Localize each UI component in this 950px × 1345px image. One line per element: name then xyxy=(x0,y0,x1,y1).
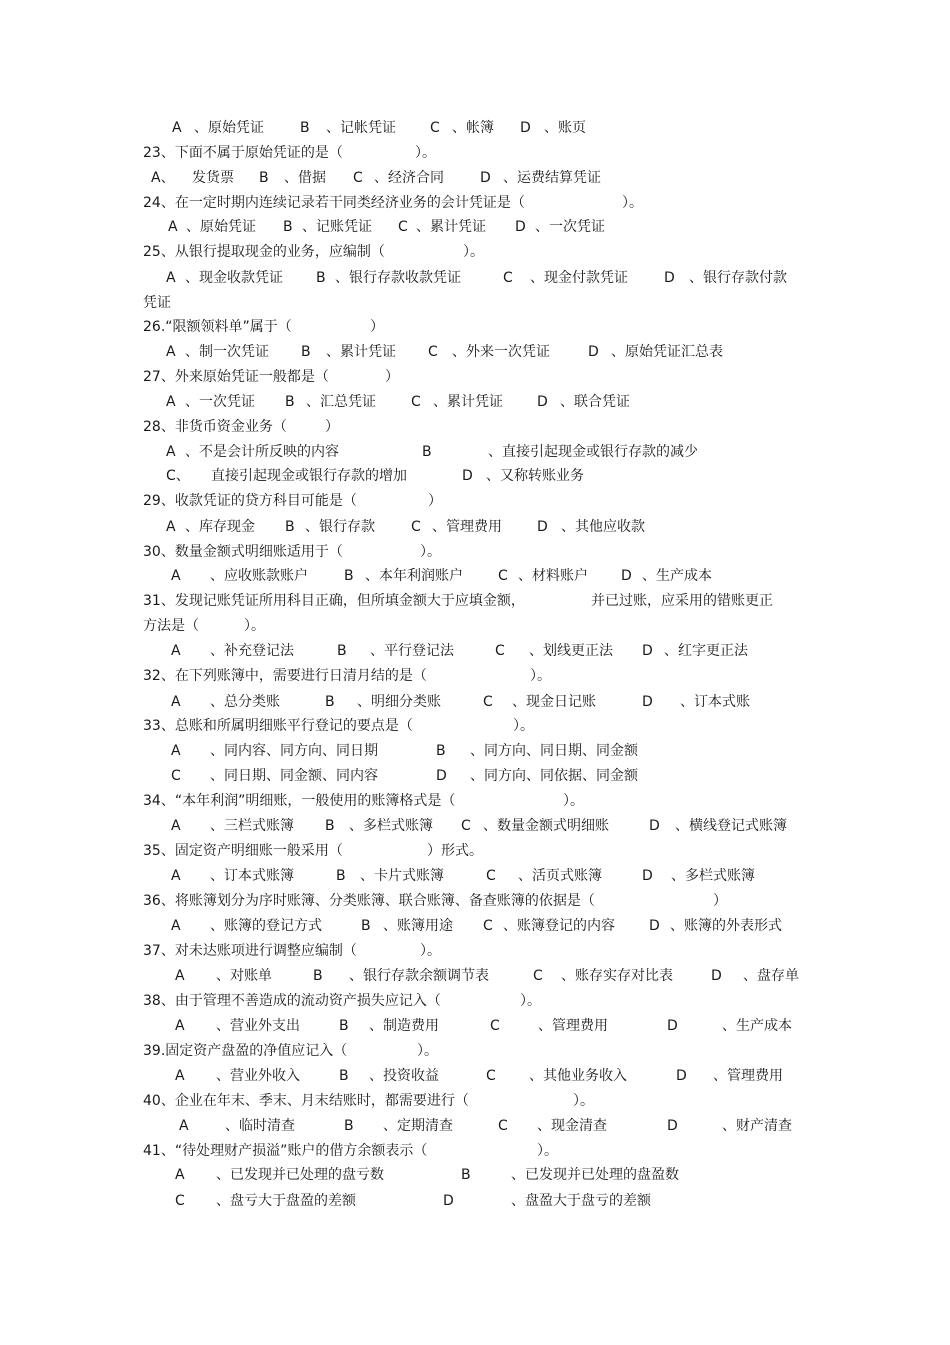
text-segment: B xyxy=(344,568,354,584)
text-segment: ）。 xyxy=(417,1043,438,1059)
text-segment: 、原始凭证 xyxy=(186,219,256,235)
text-segment: A xyxy=(166,344,176,360)
text-segment: 、应收账款账户 xyxy=(210,568,308,584)
text-segment: 、三栏式账簿 xyxy=(210,818,294,834)
text-segment: ）。 xyxy=(530,668,551,684)
text-segment: B xyxy=(285,519,295,535)
text-segment: A xyxy=(171,643,181,659)
text-segment: D xyxy=(515,219,526,235)
text-segment: B xyxy=(339,1018,349,1034)
text-segment: ）。 xyxy=(513,718,534,734)
text-segment: 、定期清查 xyxy=(383,1118,453,1134)
text-segment: 、财产清查 xyxy=(722,1118,792,1134)
text-segment: A xyxy=(166,394,176,410)
text-segment: B xyxy=(325,694,335,710)
text-segment: A、 xyxy=(151,170,175,186)
text-segment: 方法是（ xyxy=(143,618,199,634)
text-segment: D xyxy=(537,519,548,535)
text-segment: 、借据 xyxy=(284,170,326,186)
text-segment: 、订本式账 xyxy=(680,694,750,710)
text-segment: 、原始凭证 xyxy=(194,120,264,136)
text-segment: 、又称转账业务 xyxy=(486,468,584,484)
text-segment: B xyxy=(344,1118,354,1134)
text-segment: C xyxy=(486,1068,496,1084)
text-segment: 30、数量金额式明细账适用于（ xyxy=(143,544,343,560)
text-segment: C xyxy=(411,519,421,535)
text-segment: 、经济合同 xyxy=(374,170,444,186)
text-segment: D xyxy=(642,694,653,710)
text-segment: 、汇总凭证 xyxy=(306,394,376,410)
text-segment: ） xyxy=(713,893,727,909)
text-segment: D xyxy=(537,394,548,410)
text-segment: 、其他应收款 xyxy=(561,519,645,535)
text-segment: D xyxy=(649,818,660,834)
text-segment: 、累计凭证 xyxy=(433,394,503,410)
text-segment: B xyxy=(301,344,311,360)
text-segment: 、盘盈大于盘亏的差额 xyxy=(511,1193,651,1209)
text-segment: 、订本式账簿 xyxy=(210,868,294,884)
text-segment: 34、“本年利润”明细账，一般使用的账簿格式是（ xyxy=(143,793,456,809)
text-segment: 并已过账，应采用的错账更正 xyxy=(591,593,773,609)
text-segment: B xyxy=(325,818,335,834)
text-segment: 、联合凭证 xyxy=(560,394,630,410)
text-segment: ）。 xyxy=(415,145,436,161)
text-segment: 、现金清查 xyxy=(537,1118,607,1134)
text-segment: 40、企业在年末、季末、月末结账时，都需要进行（ xyxy=(143,1093,469,1109)
text-segment: 、盘亏大于盘盈的差额 xyxy=(216,1193,356,1209)
text-segment: 、运费结算凭证 xyxy=(503,170,601,186)
text-segment: 、划线更正法 xyxy=(529,643,613,659)
text-segment: D xyxy=(667,1118,678,1134)
text-segment: D xyxy=(621,568,632,584)
text-segment: 、同日期、同金额、同内容 xyxy=(210,768,378,784)
text-segment: B xyxy=(316,270,326,286)
text-segment: 、现金付款凭证 xyxy=(530,270,628,286)
text-segment: D xyxy=(642,643,653,659)
text-segment: 、同方向、同日期、同金额 xyxy=(470,743,638,759)
text-segment: 、直接引起现金或银行存款的减少 xyxy=(488,444,698,460)
text-segment: 、一次凭证 xyxy=(535,219,605,235)
text-segment: B xyxy=(339,1068,349,1084)
text-segment: B xyxy=(336,868,346,884)
text-segment: B xyxy=(300,120,310,136)
text-segment: ）。 xyxy=(622,195,643,211)
text-segment: ） xyxy=(325,419,339,435)
text-segment: 、一次凭证 xyxy=(185,394,255,410)
text-segment: 、账簿登记的内容 xyxy=(503,918,615,934)
text-segment: 、明细分类账 xyxy=(357,694,441,710)
text-segment: C xyxy=(171,768,181,784)
text-segment: A xyxy=(171,743,181,759)
text-segment: 、账簿的登记方式 xyxy=(210,918,322,934)
text-segment: C xyxy=(398,219,408,235)
text-segment: 、平行登记法 xyxy=(370,643,454,659)
text-segment: 、横线登记式账簿 xyxy=(675,818,787,834)
text-segment: 、原始凭证汇总表 xyxy=(611,344,723,360)
text-segment: B xyxy=(259,170,269,186)
text-segment: 32、在下列账簿中，需要进行日清月结的是（ xyxy=(143,668,427,684)
text-segment: C xyxy=(411,394,421,410)
text-segment: D xyxy=(649,918,660,934)
text-segment: 、多栏式账簿 xyxy=(349,818,433,834)
text-segment: 、同内容、同方向、同日期 xyxy=(210,743,378,759)
text-segment: C xyxy=(498,1118,508,1134)
text-segment: C xyxy=(175,1193,185,1209)
text-segment: 、已发现并已处理的盘亏数 xyxy=(216,1167,384,1183)
text-segment: 、数量金额式明细账 xyxy=(483,818,609,834)
text-segment: 27、外来原始凭证一般都是（ xyxy=(143,369,329,385)
text-segment: 、营业外收入 xyxy=(216,1068,300,1084)
text-segment: A xyxy=(166,519,176,535)
text-segment: 、同方向、同依据、同金额 xyxy=(470,768,638,784)
text-segment: 、活页式账簿 xyxy=(518,868,602,884)
text-segment: D xyxy=(642,868,653,884)
text-segment: C xyxy=(483,694,493,710)
text-segment: B xyxy=(422,444,432,460)
text-segment: 、盘存单 xyxy=(743,968,799,984)
text-segment: B xyxy=(361,918,371,934)
text-segment: 、投资收益 xyxy=(369,1068,439,1084)
text-segment: A xyxy=(175,968,185,984)
text-segment: D xyxy=(711,968,722,984)
text-segment: 、对账单 xyxy=(216,968,272,984)
text-segment: C xyxy=(486,868,496,884)
text-segment: 、银行存款付款 xyxy=(689,270,787,286)
text-segment: C xyxy=(533,968,543,984)
text-segment: 、现金日记账 xyxy=(512,694,596,710)
text-segment: B xyxy=(436,743,446,759)
text-segment: ）。 xyxy=(573,1093,594,1109)
text-segment: 、材料账户 xyxy=(518,568,588,584)
text-segment: D xyxy=(462,468,473,484)
text-segment: 、账页 xyxy=(544,120,586,136)
text-segment: 、补充登记法 xyxy=(210,643,294,659)
text-segment: 、银行存款余额调节表 xyxy=(349,968,489,984)
text-segment: A xyxy=(172,120,182,136)
text-segment: ） xyxy=(428,493,442,509)
text-segment: A xyxy=(168,219,178,235)
text-segment: 、生产成本 xyxy=(722,1018,792,1034)
text-segment: 、管理费用 xyxy=(432,519,502,535)
text-segment: A xyxy=(175,1068,185,1084)
text-segment: A xyxy=(171,568,181,584)
text-segment: 31、发现记账凭证所用科目正确，但所填金额大于应填金额， xyxy=(143,593,525,609)
text-segment: ）。 xyxy=(563,793,584,809)
text-segment: 29、收款凭证的贷方科目可能是（ xyxy=(143,493,357,509)
text-segment: ）。 xyxy=(537,1143,558,1159)
text-segment: C xyxy=(461,818,471,834)
text-segment: 、临时清查 xyxy=(225,1118,295,1134)
text-segment: A xyxy=(171,868,181,884)
text-segment: A xyxy=(179,1118,189,1134)
text-segment: 、记帐凭证 xyxy=(326,120,396,136)
text-segment: ）。 xyxy=(244,618,265,634)
text-segment: 、管理费用 xyxy=(538,1018,608,1034)
text-segment: A xyxy=(166,270,176,286)
text-segment: B xyxy=(461,1167,471,1183)
text-segment: 39.固定资产盘盈的净值应记入（ xyxy=(143,1043,348,1059)
text-segment: 、制造费用 xyxy=(369,1018,439,1034)
text-segment: ）形式。 xyxy=(427,843,483,859)
text-segment: D xyxy=(664,270,675,286)
text-segment: 25、从银行提取现金的业务，应编制（ xyxy=(143,244,385,260)
text-segment: 、制一次凭证 xyxy=(185,344,269,360)
text-segment: 、营业外支出 xyxy=(216,1018,300,1034)
text-segment: D xyxy=(520,120,531,136)
text-segment: C、 xyxy=(166,468,190,484)
text-segment: ） xyxy=(370,319,384,335)
text-segment: D xyxy=(443,1193,454,1209)
text-segment: 、本年利润账户 xyxy=(365,568,463,584)
text-segment: 、生产成本 xyxy=(642,568,712,584)
text-segment: D xyxy=(480,170,491,186)
text-segment: 直接引起现金或银行存款的增加 xyxy=(211,468,407,484)
text-segment: 发货票 xyxy=(192,170,234,186)
text-segment: D xyxy=(436,768,447,784)
text-segment: C xyxy=(428,344,438,360)
text-segment: 37、对未达账项进行调整应编制（ xyxy=(143,943,357,959)
text-segment: 、总分类账 xyxy=(210,694,280,710)
text-segment: 、卡片式账簿 xyxy=(360,868,444,884)
text-segment: 、累计凭证 xyxy=(326,344,396,360)
text-segment: C xyxy=(490,1018,500,1034)
text-segment: 24、在一定时期内连续记录若干同类经济业务的会计凭证是（ xyxy=(143,195,525,211)
text-segment: 41、“待处理财产损溢”账户的借方余额表示（ xyxy=(143,1143,428,1159)
text-segment: A xyxy=(171,918,181,934)
text-segment: 38、由于管理不善造成的流动资产损失应记入（ xyxy=(143,993,441,1009)
text-segment: 、银行存款 xyxy=(305,519,375,535)
text-segment: 、账存实存对比表 xyxy=(561,968,673,984)
text-segment: 、多栏式账簿 xyxy=(671,868,755,884)
text-segment: 、其他业务收入 xyxy=(529,1068,627,1084)
text-segment: 28、非货币资金业务（ xyxy=(143,419,287,435)
text-segment: A xyxy=(166,444,176,460)
text-segment: 23、下面不属于原始凭证的是（ xyxy=(143,145,343,161)
text-segment: B xyxy=(283,219,293,235)
text-segment: 、已发现并已处理的盘盈数 xyxy=(511,1167,679,1183)
text-segment: A xyxy=(175,1018,185,1034)
text-segment: 、银行存款收款凭证 xyxy=(335,270,461,286)
text-segment: A xyxy=(175,1167,185,1183)
text-segment: ）。 xyxy=(463,244,484,260)
text-segment: C xyxy=(483,918,493,934)
text-segment: 、累计凭证 xyxy=(416,219,486,235)
text-segment: ）。 xyxy=(420,544,441,560)
text-segment: A xyxy=(171,694,181,710)
text-segment: D xyxy=(676,1068,687,1084)
text-segment: 、库存现金 xyxy=(185,519,255,535)
text-segment: B xyxy=(313,968,323,984)
text-segment: ） xyxy=(385,369,399,385)
text-segment: 、外来一次凭证 xyxy=(452,344,550,360)
text-segment: 、不是会计所反映的内容 xyxy=(185,444,339,460)
text-segment: C xyxy=(495,643,505,659)
text-segment: 、账簿的外表形式 xyxy=(670,918,782,934)
text-segment: C xyxy=(353,170,363,186)
text-segment: B xyxy=(285,394,295,410)
text-segment: 26.“限额领料单”属于（ xyxy=(143,319,292,335)
text-segment: ）。 xyxy=(520,993,541,1009)
text-segment: B xyxy=(337,643,347,659)
text-segment: 35、固定资产明细账一般采用（ xyxy=(143,843,343,859)
text-segment: ）。 xyxy=(420,943,441,959)
text-segment: 33、总账和所属明细账平行登记的要点是（ xyxy=(143,718,413,734)
text-segment: C xyxy=(503,270,513,286)
text-segment: 凭证 xyxy=(143,295,171,311)
text-segment: 、红字更正法 xyxy=(664,643,748,659)
text-segment: A xyxy=(171,818,181,834)
text-segment: 、管理费用 xyxy=(713,1068,783,1084)
text-segment: D xyxy=(588,344,599,360)
text-segment: 36、将账簿划分为序时账簿、分类账簿、联合账簿、备查账簿的依据是（ xyxy=(143,893,595,909)
text-segment: C xyxy=(430,120,440,136)
text-segment: C xyxy=(498,568,508,584)
text-segment: D xyxy=(667,1018,678,1034)
text-segment: 、记账凭证 xyxy=(302,219,372,235)
text-segment: 、账簿用途 xyxy=(383,918,453,934)
text-segment: 、现金收款凭证 xyxy=(185,270,283,286)
text-segment: 、帐簿 xyxy=(452,120,494,136)
